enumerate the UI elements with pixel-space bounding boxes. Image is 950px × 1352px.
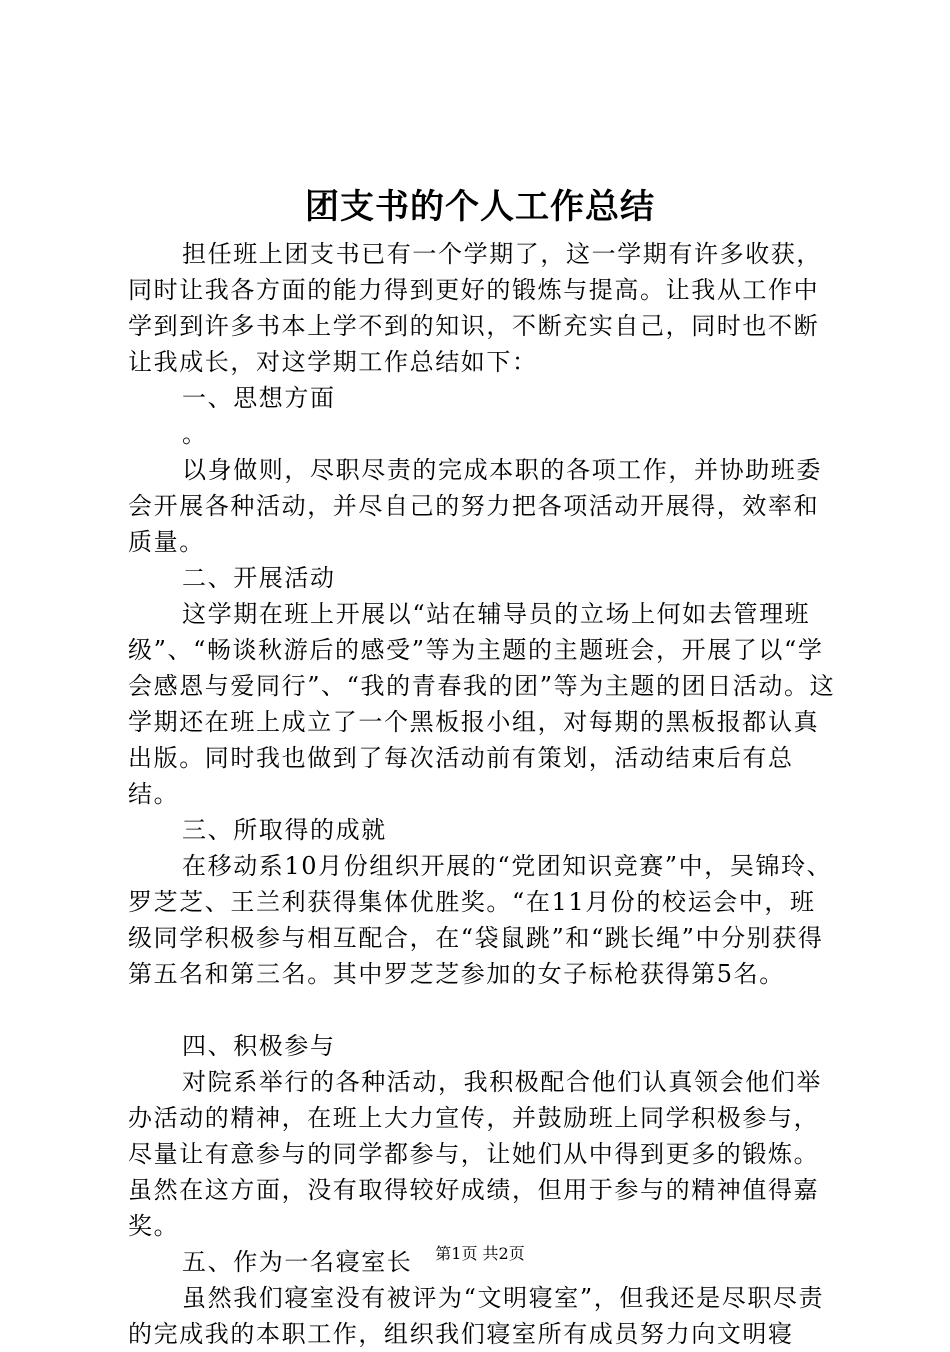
paragraph-gap [128,992,840,1028]
section-1-paragraph-1: 。 [182,420,208,448]
intro-paragraph: 担任班上团支书已有一个学期了，这一学期有许多收获，同时让我各方面的能力得到更好的锻炼与提高。让我从工作中学到到许多书本上学不到的知识，不断充实自己，同时也不断让我成长，对这学期工作总结如下： [128,240,822,376]
section-heading-5: 五、作为一名寝室长 [182,1248,413,1276]
section-4-paragraph-1: 对院系举行的各种活动，我积极配合他们认真领会他们举办活动的精神，在班上大力宣传，并鼓励班上同学积极参与，尽量让有意参与的同学都参与，让她们从中得到更多的锻炼。虽然在这方面，没有取得较好成绩，但用于参与的精神值得嘉奖。 [128,1068,822,1240]
page-footer: 第1页 共2页 [435,1244,525,1263]
section-heading-2: 二、开展活动 [182,564,336,592]
section-heading-4: 四、积极参与 [182,1032,336,1060]
section-1-paragraph-2: 以身做则，尽职尽责的完成本职的各项工作，并协助班委会开展各种活动，并尽自己的努力把各项活动开展得，效率和质量。 [128,456,822,556]
document-body [128,236,840,1352]
section-heading-3: 三、所取得的成就 [182,816,387,844]
document-title: 团支书的个人工作总结 [305,187,655,227]
section-5-paragraph-1: 虽然我们寝室没有被评为“文明寝室”，但我还是尽职尽责的完成我的本职工作，组织我们寝室所有成员努力向文明寝 [128,1284,825,1348]
section-3-paragraph-1: 在移动系10月份组织开展的“党团知识竞赛”中，吴锦玲、罗芝芝、王兰利获得集体优胜奖。“在11月份的校运会中，班级同学积极参与相互配合，在“袋鼠跳”和“跳长绳”中分别获得第五名和第三名。其中罗芝芝参加的女子标枪获得第5名。 [128,852,833,988]
section-heading-1: 一、思想方面 [182,384,336,412]
section-2-paragraph-1: 这学期在班上开展以“站在辅导员的立场上何如去管理班级”、“畅谈秋游后的感受”等为主题的主题班会，开展了以“学会感恩与爱同行”、“我的青春我的团”等为主题的团日活动。这学期还在班上成立了一个黑板报小组，对每期的黑板报都认真出版。同时我也做到了每次活动前有策划，活动结束后有总结。 [128,600,836,808]
